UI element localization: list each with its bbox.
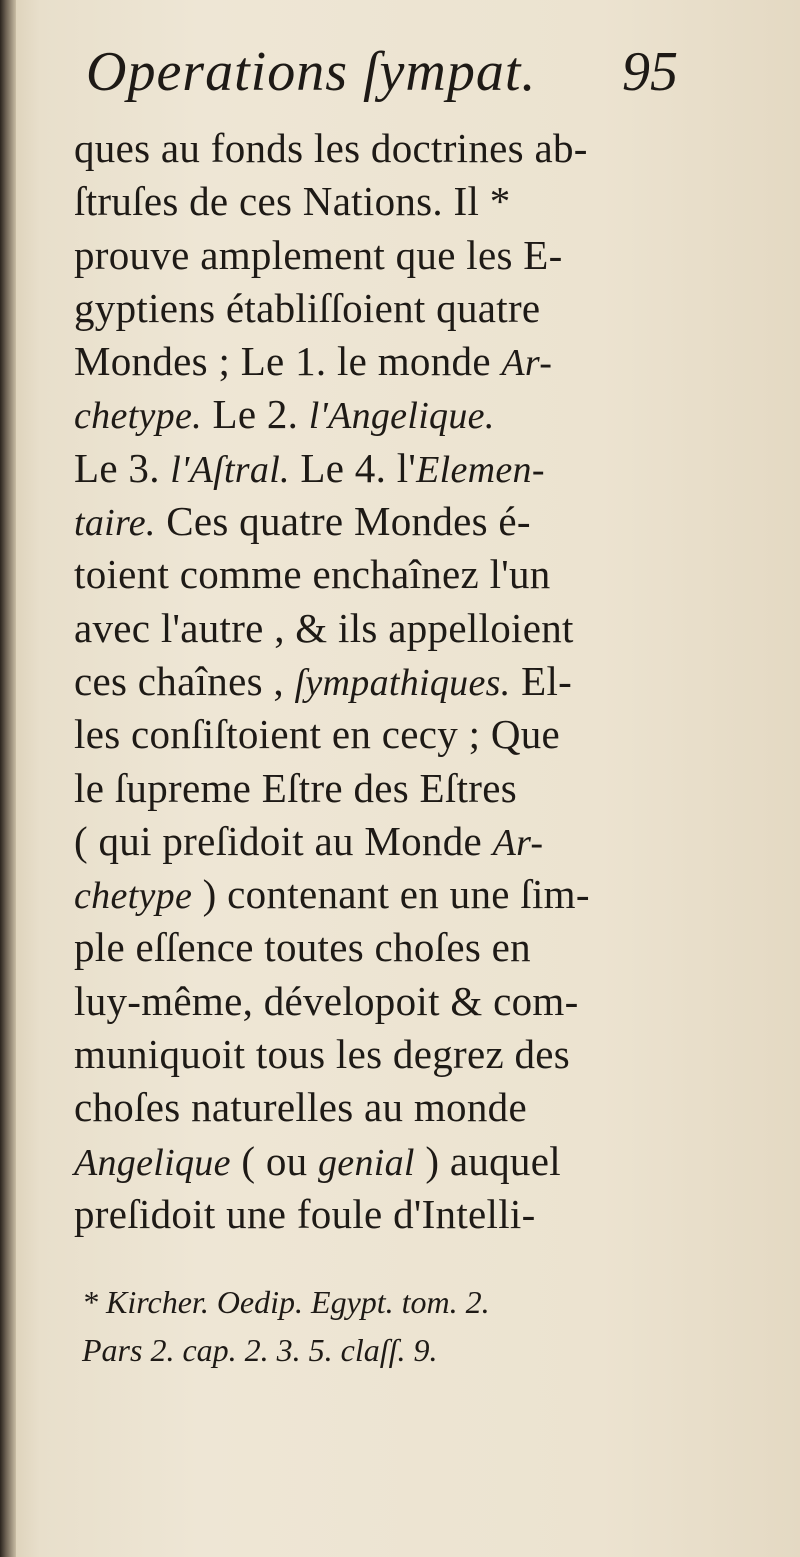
binding-gutter — [0, 0, 16, 1557]
text-line: choſes naturelles au monde — [74, 1084, 527, 1131]
text-line: preſidoit une foule d'Intelli- — [74, 1190, 536, 1237]
footnote-line: * Kircher. Oedip. Egypt. tom. 2. — [82, 1284, 490, 1320]
body-text — [74, 122, 744, 1241]
text-line: le ſupreme Eſtre des Eſtres — [74, 764, 517, 811]
running-title: Operations ſympat. — [86, 41, 537, 103]
text-line: chetype ) contenant en une ſim- — [74, 871, 590, 918]
text-line: gyptiens établiſſoient quatre — [74, 284, 541, 331]
page-number: 95 — [622, 41, 678, 103]
text-line: luy-même, dévelopoit & com- — [74, 977, 579, 1024]
text-line: Mondes ; Le 1. le monde Ar- — [74, 338, 553, 385]
footnote — [82, 1278, 752, 1374]
text-line: Le 3. l'Aſtral. Le 4. l'Elemen- — [74, 444, 545, 491]
text-line: toient comme enchaînez l'un — [74, 551, 551, 598]
footnote-line: Pars 2. cap. 2. 3. 5. claſſ. 9. — [82, 1332, 438, 1368]
text-line: ple eſſence toutes choſes en — [74, 924, 531, 971]
text-line: ques au fonds les doctrines ab- — [74, 125, 588, 171]
text-line: Angelique ( ou genial ) auquel — [74, 1137, 561, 1184]
text-line: muniquoit tous les degrez des — [74, 1031, 571, 1078]
text-line: ſtruſes de ces Nations. Il * — [74, 178, 511, 225]
text-line: prouve amplement que les E- — [74, 231, 563, 278]
text-line: taire. Ces quatre Mondes é- — [74, 498, 531, 545]
text-line: les conſiſtoient en cecy ; Que — [74, 711, 561, 758]
text-line: ces chaînes , ſympathiques. El- — [74, 657, 573, 704]
page-header — [86, 40, 686, 120]
text-line: chetype. Le 2. l'Angelique. — [74, 391, 495, 438]
text-line: avec l'autre , & ils appelloient — [74, 604, 574, 651]
text-line: ( qui preſidoit au Monde Ar- — [74, 817, 544, 864]
